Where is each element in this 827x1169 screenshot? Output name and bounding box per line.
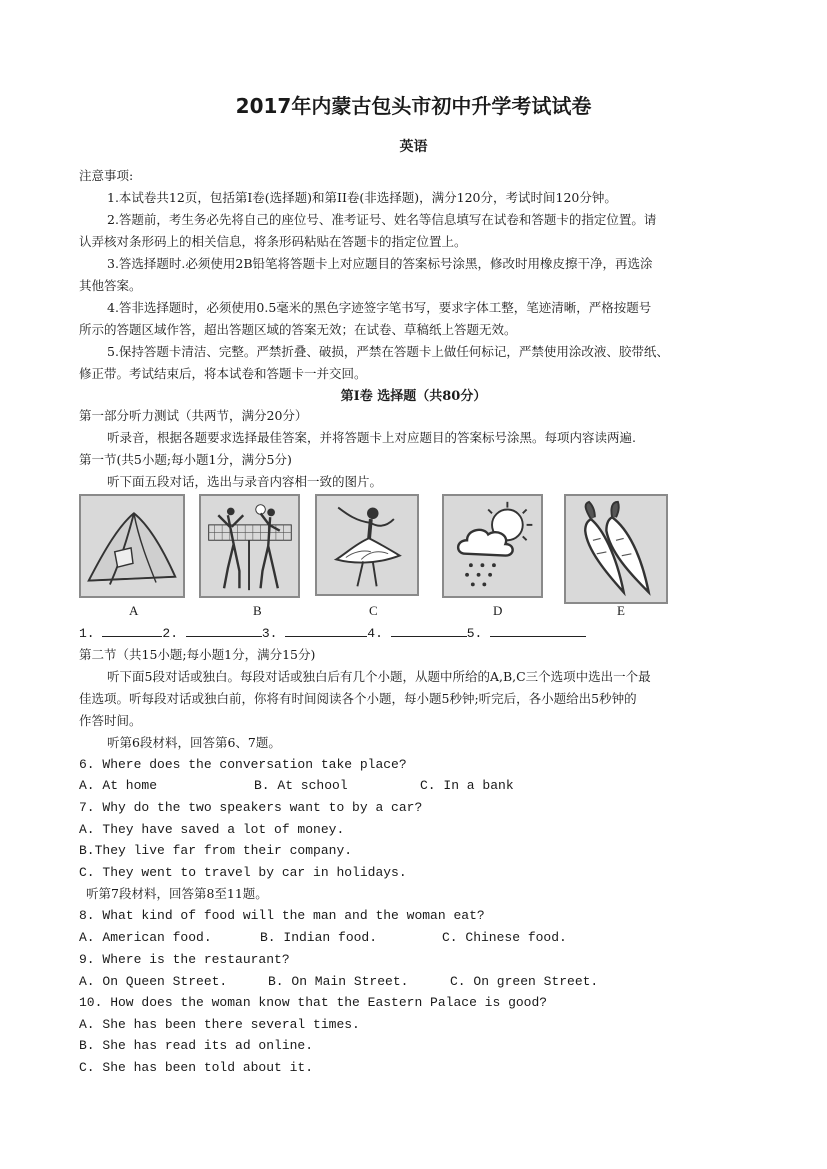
notice-line: 所示的答题区域作答，超出答题区域的答案无效；在试卷、草稿纸上答题无效。 bbox=[79, 322, 517, 337]
answer-number: 4. bbox=[367, 626, 383, 641]
option: A. American food. bbox=[79, 930, 212, 945]
answer-blanks bbox=[79, 624, 586, 642]
part1-instruction: 听录音，根据各题要求选择最佳答案，并将答题卡上对应题目的答案标号涂黑。每项内容读两遍. bbox=[107, 430, 636, 445]
subject-title: 英语 bbox=[399, 139, 428, 155]
section1-title: 第Ⅰ卷 选择题（共80分） bbox=[340, 389, 487, 404]
volleyball-icon bbox=[199, 494, 300, 598]
carrots-icon bbox=[564, 494, 668, 604]
question-6: 6. Where does the conversation take place? bbox=[79, 757, 407, 772]
q6-options bbox=[79, 778, 514, 794]
notice-line: 认弄核对条形码上的相关信息，将条形码粘贴在答题卡的指定位置上。 bbox=[79, 234, 467, 249]
option: A. She has been there several times. bbox=[79, 1017, 360, 1032]
picture-label: E bbox=[617, 603, 625, 618]
option: C. On green Street. bbox=[450, 974, 599, 989]
answer-blank-2[interactable] bbox=[186, 624, 262, 637]
notice-line: 修正带。考试结束后，将本试卷和答题卡一并交回。 bbox=[79, 366, 367, 381]
option: B.They live far from their company. bbox=[79, 843, 353, 858]
picture-label: A bbox=[129, 603, 139, 618]
page-title: 2017年内蒙古包头市初中升学考试试卷 bbox=[235, 94, 592, 118]
sec1-instruction: 听下面五段对话，选出与录音内容相一致的图片。 bbox=[107, 474, 383, 489]
option: C. Chinese food. bbox=[442, 930, 567, 945]
option: A. On Queen Street. bbox=[79, 974, 228, 989]
q8-options bbox=[79, 930, 567, 946]
option: C. In a bank bbox=[420, 778, 514, 793]
sec1-title: 第一节(共5小题;每小题1分，满分5分) bbox=[79, 452, 292, 467]
answer-blank-5[interactable] bbox=[490, 624, 586, 637]
sec2-instruction: 听下面5段对话或独白。每段对话或独白后有几个小题，从题中所给的A,B,C三个选项中选出一个最 bbox=[107, 669, 651, 684]
part1-title: 第一部分听力测试（共两节，满分20分） bbox=[79, 408, 308, 423]
picture-label: C bbox=[369, 603, 378, 618]
notice-line: 5.保持答题卡清洁、完整。严禁折叠、破损，严禁在答题卡上做任何标记，严禁使用涂改液、胶带纸、 bbox=[107, 344, 669, 359]
sec2-instruction: 作答时间。 bbox=[79, 713, 142, 728]
answer-blank-4[interactable] bbox=[391, 624, 467, 637]
weather-icon bbox=[442, 494, 543, 598]
question-8: 8. What kind of food will the man and the woman eat? bbox=[79, 908, 485, 923]
notice-heading: 注意事项: bbox=[79, 168, 134, 183]
tent-icon bbox=[79, 494, 185, 598]
option: B. On Main Street. bbox=[268, 974, 409, 989]
sec2-instruction: 佳选项。听每段对话或独白前，你将有时间阅读各个小题，每小题5秒钟;听完后，各小题给出5秒钟的 bbox=[79, 691, 637, 706]
notice-line: 2.答题前，考生务必先将自己的座位号、准考证号、姓名等信息填写在试卷和答题卡的指定位置。请 bbox=[107, 212, 657, 227]
option: B. Indian food. bbox=[260, 930, 378, 945]
option: A. At home bbox=[79, 778, 158, 793]
notice-line: 其他答案。 bbox=[79, 278, 142, 293]
material6-label: 听第6段材料，回答第6、7题。 bbox=[107, 735, 281, 750]
picture-label: B bbox=[253, 603, 262, 618]
dancer-icon bbox=[315, 494, 419, 596]
notice-line: 3.答选择题时.必须使用2B铅笔将答题卡上对应题目的答案标号涂黑，修改时用橡皮擦干净，再选涂 bbox=[107, 256, 653, 271]
q9-options bbox=[79, 974, 599, 990]
notice-line: 1.本试卷共12页，包括第I卷(选择题)和第II卷(非选择题)，满分120分，考试时间120分钟。 bbox=[107, 190, 617, 205]
answer-number: 3. bbox=[261, 626, 278, 641]
option: C. They went to travel by car in holidays. bbox=[79, 865, 407, 880]
answer-number: 5. bbox=[466, 626, 483, 641]
option: B. At school bbox=[254, 778, 348, 793]
picture-label: D bbox=[493, 603, 503, 618]
question-7: 7. Why do the two speakers want to by a car? bbox=[79, 800, 423, 815]
answer-blank-3[interactable] bbox=[285, 624, 367, 637]
question-10: 10. How does the woman know that the Eastern Palace is good? bbox=[79, 995, 548, 1010]
option: C. She has been told about it. bbox=[79, 1060, 314, 1075]
answer-number: 2. bbox=[162, 626, 179, 641]
answer-blank-1[interactable] bbox=[102, 624, 162, 637]
answer-number: 1. bbox=[79, 626, 95, 641]
sec2-title: 第二节（共15小题;每小题1分，满分15分) bbox=[79, 647, 316, 662]
option: A. They have saved a lot of money. bbox=[79, 822, 345, 837]
material7-label: 听第7段材料，回答第8至11题。 bbox=[86, 886, 268, 901]
option: B. She has read its ad online. bbox=[79, 1038, 314, 1053]
notice-line: 4.答非选择题时，必须使用0.5毫米的黑色字迹签字笔书写，要求字体工整，笔迹清晰，严格按题号 bbox=[107, 300, 652, 315]
question-9: 9. Where is the restaurant? bbox=[79, 952, 290, 967]
